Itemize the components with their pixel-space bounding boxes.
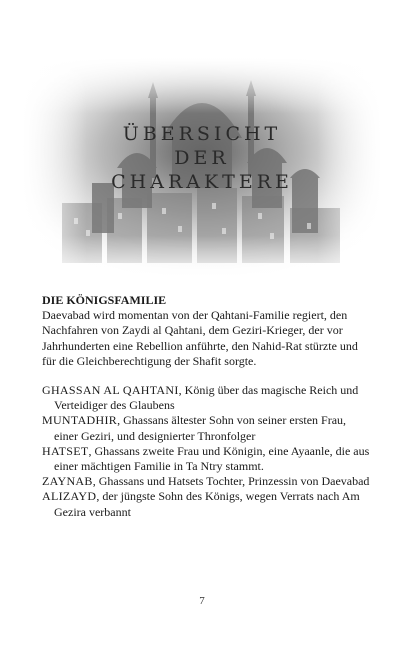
character-description: , Ghassans und Hatsets Tochter, Prinzessin von Daevabad (92, 474, 370, 489)
character-description: , der jüngste Sohn des Königs, wegen Verrats nach Am Gezira verbannt (54, 489, 360, 519)
title-line: CHARAKTERE (111, 171, 293, 193)
character-entry (42, 489, 372, 519)
page-number: 7 (199, 595, 205, 607)
character-description: , Ghassans ältester Sohn von seiner ersten Frau, einer Geziri, und designierter Thronfolger (54, 413, 347, 443)
title-line: ÜBERSICHT (122, 123, 282, 145)
character-list (42, 383, 372, 520)
section-intro: Daevabad wird momentan von der Qahtani-Familie regiert, den Nachfahren von Zaydi al Qahtani, dem Geziri-Krieger, der vor Jahrhunderten eine Rebellion anführte, den Nahid-Rat stürzte und für die Gleichberechtigung der Shafit sorgte. (42, 308, 358, 368)
character-entry (42, 413, 372, 443)
character-description: , König über das magische Reich und Verteidiger des Glaubens (54, 383, 359, 413)
character-entry (42, 383, 372, 413)
character-entry (42, 474, 372, 489)
character-description: , Ghassans zweite Frau und Königin, eine Ayaanle, die aus einer mächtigen Familie in Ta Ntry stammt. (54, 443, 370, 474)
page-body (42, 293, 372, 520)
character-name: MUNTADHIR (42, 413, 118, 428)
character-name: ZAYNAB (42, 474, 93, 489)
title-line: DER (174, 147, 230, 169)
character-name: GHASSAN AL QAHTANI (42, 383, 179, 398)
section-heading: DIE KÖNIGSFAMILIE (42, 293, 167, 307)
character-name: ALIZAYD (42, 489, 97, 504)
character-entry (42, 444, 372, 474)
page-title (0, 122, 404, 194)
character-name: HATSET (42, 443, 89, 458)
